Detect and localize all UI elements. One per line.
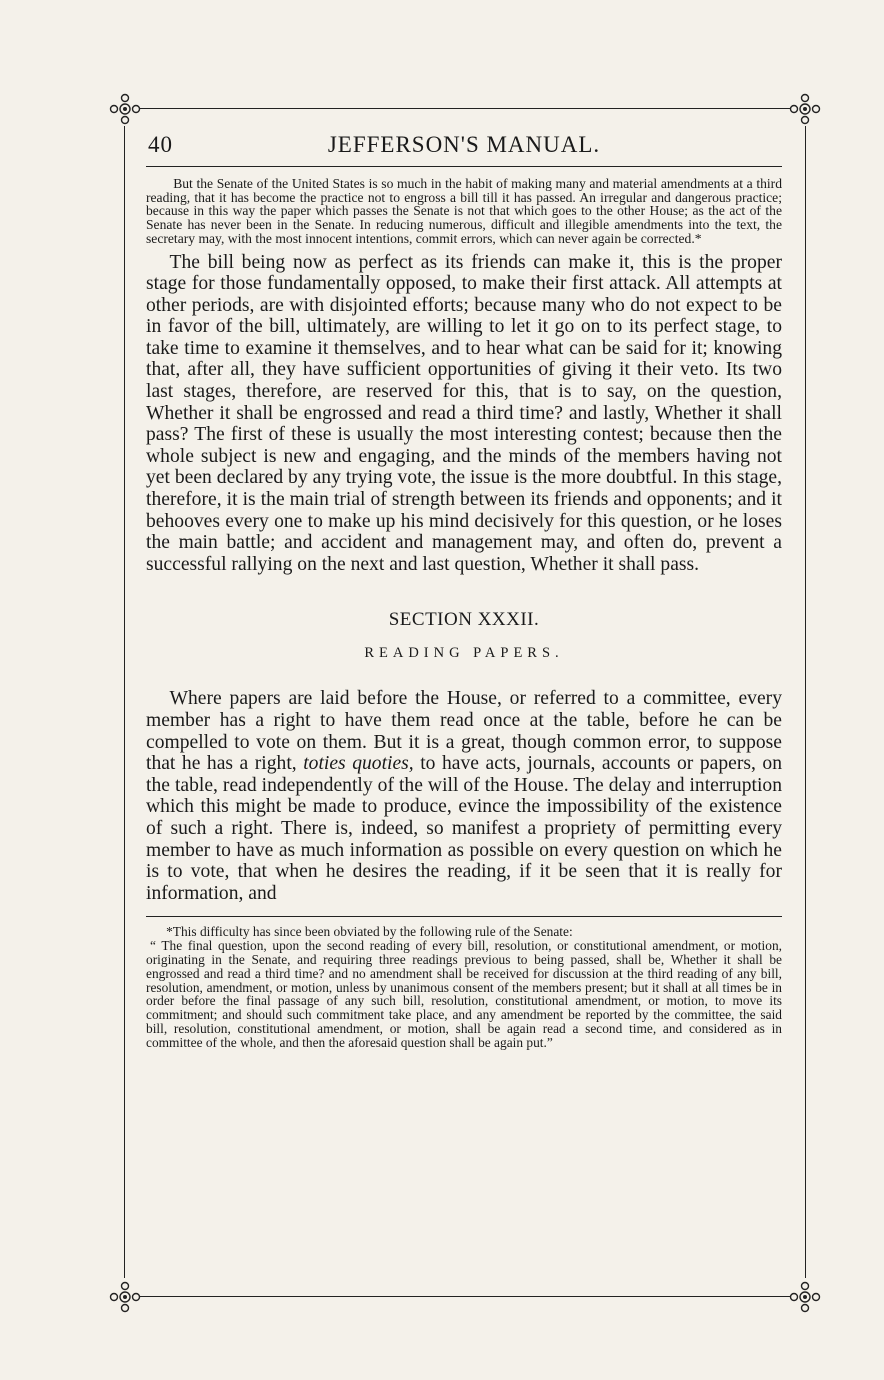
frame-right-rule	[805, 126, 806, 1278]
frame-bottom-rule	[140, 1296, 790, 1297]
page-content	[146, 120, 782, 1050]
frame-left-rule	[124, 126, 125, 1278]
header-rule	[146, 166, 782, 167]
book-title: JEFFERSON'S MANUAL.	[327, 132, 601, 157]
page-number: 40	[148, 132, 173, 157]
reading-papers-paragraph	[146, 688, 782, 904]
floral-corner-ornament-icon	[788, 1280, 822, 1314]
frame-top-rule	[140, 108, 790, 109]
senate-note-paragraph: But the Senate of the United States is so much in the habit of making many and material amendments at a third reading, that it has become the practice not to engross a bill till it has passed. An irregular and dangerous practice; because in this way the paper which passes the Senate is not that which goes to the other House; as the act of the Senate has never been in the Senate. In reducing numerous, difficult and illegible amendments into the text, the secretary may, with the most innocent intentions, commit errors, which can never again be corrected.*	[146, 176, 782, 246]
footnote-intro: *This difficulty has since been obviated by the following rule of the Senate:	[166, 924, 573, 940]
floral-corner-ornament-icon	[108, 92, 142, 126]
footnote-rule	[146, 916, 782, 917]
italic-phrase: toties quoties,	[303, 753, 414, 775]
floral-corner-ornament-icon	[788, 92, 822, 126]
paragraph-text-start: Where papers are laid before the House, or referred to a committee, every member has a right to have them read once at the table, before he can be compelled to vote on them. But it is a great, though common error, to suppose that he has a right,	[146, 688, 782, 775]
floral-corner-ornament-icon	[108, 1280, 142, 1314]
section-subtitle: READING PAPERS.	[364, 645, 564, 662]
running-head	[146, 120, 782, 166]
footnote-quote: “ The final question, upon the second reading of every bill, resolution, or constitutional amendment, or motion, originating in the Senate, and requiring three readings previous to being passed, shall be, Whether it shall be engrossed and read a third time? and no amendment shall be received for discussion at the third reading of any bill, resolution, amendment, or motion, unless by unanimous consent of the members present; but it shall at all times be in order before the final passage of any such bill, resolution, constitutional amendment, or motion, to move its commitment; and should such commitment take place, and any amendment be reported by the committee, the said bill, resolution, constitutional amendment, or motion, shall be again read a second time, and considered as in committee of the whole, and then the aforesaid question shall be again put.”	[146, 938, 782, 1050]
section-title: SECTION XXXII.	[388, 609, 540, 631]
bill-perfect-paragraph: The bill being now as perfect as its friends can make it, this is the proper stage for those fundamentally opposed, to make their first attack. All attempts at other periods, are with disjointed efforts; because many who do not expect to be in favor of the bill, ultimately, are willing to let it go on to its perfect stage, to take time to examine it themselves, and to hear what can be said for it; knowing that, after all, they have sufficient opportunities of giving it their veto. Its two last stages, therefore, are reserved for this, that is to say, on the question, Whether it shall be engrossed and read a third time? and lastly, Whether it shall pass? The first of these is usually the most interesting contest; because then the whole subject is new and engaging, and the minds of the members having not yet been declared by any trying vote, the issue is the more doubtful. In this stage, therefore, it is the main trial of strength between its friends and opponents; and it behooves every one to make up his mind decisively for this question, or he loses the main battle; and accident and management may, and often do, prevent a successful rallying on the next and last question, Whether it shall pass.	[146, 251, 782, 575]
paragraph-text-end: to have acts, journals, accounts or papers, on the table, read independently of the will of the House. The delay and interruption which this might be made to produce, evince the impossibility of the existence of such a right. There is, indeed, so manifest a propriety of permitting every member to have as much information as possible on every question on which he is to vote, that when he desires the reading, if it be seen that it is really for information, and	[146, 753, 782, 904]
